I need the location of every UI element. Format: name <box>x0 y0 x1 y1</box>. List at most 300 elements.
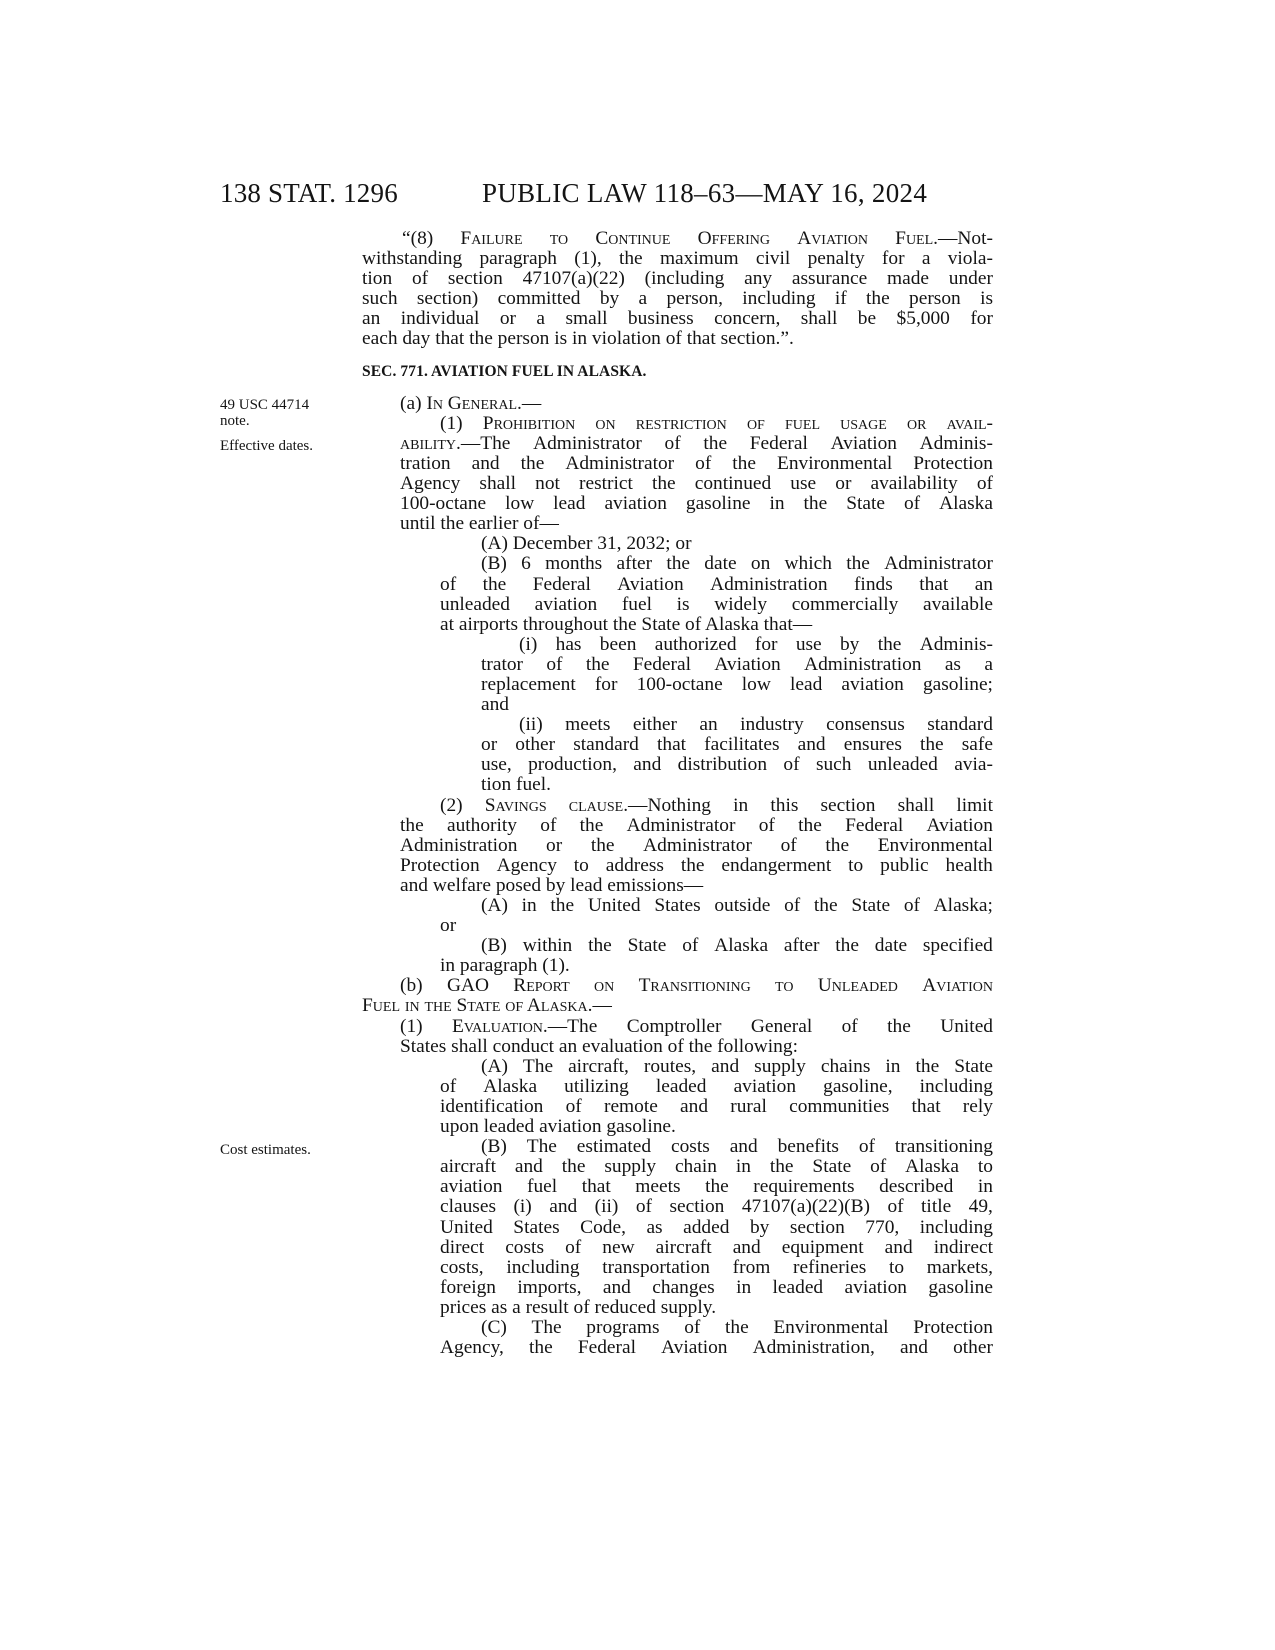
word: including <box>919 1216 993 1238</box>
word: supply <box>754 1055 806 1077</box>
word: Offering <box>697 228 770 249</box>
text-line <box>362 414 993 434</box>
word: standard <box>927 714 993 736</box>
word: Federal <box>749 432 808 454</box>
word: finds <box>853 573 893 595</box>
text-line <box>362 494 993 514</box>
word: remote <box>603 1095 658 1117</box>
word: restrict <box>579 473 633 495</box>
word: (i) <box>513 1196 532 1218</box>
word: State <box>851 895 891 916</box>
word: Agency <box>496 854 557 876</box>
text-line <box>362 796 993 816</box>
word: 770, <box>865 1216 900 1238</box>
word: (2) <box>440 794 463 816</box>
text-line <box>362 1258 993 1278</box>
word: new <box>602 1236 635 1258</box>
word: of <box>758 814 775 836</box>
word: (A) <box>481 1055 508 1077</box>
word: to <box>573 854 589 876</box>
word: a <box>921 248 931 270</box>
word: of <box>565 1095 582 1117</box>
word: Alaska; <box>933 895 993 916</box>
word: unleaded <box>867 754 938 776</box>
word: in <box>521 895 537 916</box>
text-run: at airports throughout the State of Alaska that— <box>440 613 813 635</box>
word: “(8) <box>402 228 434 249</box>
word: shall <box>897 794 935 816</box>
word: be <box>857 308 877 330</box>
word: Aviation <box>661 1337 728 1359</box>
word: lead <box>553 493 586 515</box>
word: assurance <box>791 268 868 290</box>
word: of <box>976 473 993 495</box>
word: rural <box>730 1095 767 1117</box>
word: commercially <box>791 593 899 615</box>
word: of <box>635 1196 652 1218</box>
word: the <box>866 288 890 310</box>
text-run: until the earlier of— <box>400 513 559 535</box>
word: State <box>627 935 667 957</box>
word: Alaska <box>905 1156 959 1178</box>
word: aircraft <box>655 1236 712 1258</box>
word: Report <box>513 975 570 997</box>
word: Administration <box>710 573 828 595</box>
word: of <box>870 1156 887 1178</box>
word: State <box>812 1156 852 1178</box>
word: of <box>903 895 920 916</box>
word: section <box>820 794 876 816</box>
text-line <box>362 735 993 755</box>
word: such <box>362 288 398 310</box>
word: aviation <box>440 1176 503 1198</box>
word: Protection <box>913 1316 993 1338</box>
word: the <box>798 814 822 836</box>
word: Evaluation.—The <box>452 1015 598 1037</box>
word: Administration <box>804 653 922 675</box>
text-run: each day that the person is in violation of that section.”. <box>362 328 794 350</box>
text-line <box>362 675 993 695</box>
word: date <box>704 553 737 575</box>
text-run: .— <box>587 995 612 1017</box>
word: State <box>954 1055 993 1077</box>
word: of <box>783 754 800 776</box>
word: section) <box>416 288 479 310</box>
word: costs <box>505 1236 544 1258</box>
word: Unleaded <box>817 975 898 997</box>
word: and <box>899 1337 928 1359</box>
word: the <box>520 452 545 474</box>
text-line <box>362 575 993 595</box>
word: United <box>940 1015 993 1037</box>
word: indirect <box>933 1236 993 1258</box>
text-line <box>362 715 993 735</box>
word: Aviation <box>797 228 868 249</box>
word: that <box>911 1095 941 1117</box>
word: the <box>825 834 850 856</box>
word: Administrator <box>884 553 993 575</box>
word: of <box>858 1136 876 1158</box>
word: within <box>522 935 573 957</box>
text-line <box>362 996 993 1016</box>
word: Environmental <box>776 452 893 474</box>
word: equipment <box>781 1236 864 1258</box>
word: the <box>835 935 859 957</box>
word: Federal <box>532 573 591 595</box>
word: to <box>549 228 569 249</box>
text-line <box>362 635 993 655</box>
word: continued <box>694 473 772 495</box>
word: as <box>646 1216 663 1238</box>
word: withstanding <box>362 248 463 270</box>
word: 100-octane <box>400 493 487 515</box>
word: lead <box>789 673 823 695</box>
text-line <box>362 836 993 856</box>
word: of <box>440 1075 457 1097</box>
word: the <box>732 452 756 474</box>
word: State <box>846 493 885 515</box>
word: low <box>505 493 535 515</box>
text-line <box>362 1278 993 1298</box>
word: United <box>587 895 641 916</box>
word: that <box>919 573 949 595</box>
word: Administration <box>400 834 518 856</box>
word: (A) <box>481 895 508 916</box>
word: to <box>977 1156 993 1178</box>
word: costs, <box>440 1256 484 1278</box>
word: by <box>599 288 620 310</box>
word: the <box>919 734 944 756</box>
word: committed <box>497 288 581 310</box>
text-run: .— <box>517 392 542 414</box>
text-line <box>362 876 993 896</box>
word: ensures <box>843 734 902 756</box>
word: that <box>581 1176 611 1198</box>
word: the <box>705 1176 729 1198</box>
word: of <box>684 1316 701 1338</box>
word: ability.—The <box>400 432 511 454</box>
word: utilizing <box>564 1075 629 1097</box>
word: widely <box>714 593 768 615</box>
text-line <box>362 916 993 936</box>
word: (1), <box>574 248 602 270</box>
word: GAO <box>446 975 489 997</box>
text-line <box>362 595 993 615</box>
text-line <box>362 454 993 474</box>
word: the <box>588 935 612 957</box>
text-run: in paragraph (1). <box>440 955 570 977</box>
word: facilitates <box>704 734 780 756</box>
text-run: prices as a result of reduced supply. <box>440 1296 717 1318</box>
word: the <box>550 895 575 916</box>
word: civil <box>755 248 791 270</box>
word: title <box>921 1196 952 1218</box>
word: use <box>790 473 817 495</box>
word: maximum <box>659 248 739 270</box>
text-line <box>362 896 993 916</box>
text-line <box>362 249 993 269</box>
word: after <box>783 935 820 957</box>
word: Aviation <box>617 573 684 595</box>
word: paragraph <box>479 248 557 270</box>
word: limit <box>956 794 993 816</box>
word: (i) <box>519 633 538 655</box>
word: direct <box>440 1236 485 1258</box>
word: this <box>770 794 799 816</box>
text-line <box>362 1017 993 1037</box>
word: including <box>506 1256 580 1278</box>
word: an <box>699 714 718 736</box>
word: fuel <box>621 593 652 615</box>
word: or <box>481 734 498 756</box>
word: Aviation <box>714 653 781 675</box>
word: leaded <box>772 1276 824 1298</box>
word: Agency, <box>440 1337 504 1359</box>
word: Environmental <box>773 1316 889 1338</box>
word: (ii) <box>519 714 543 736</box>
word: or <box>906 412 927 434</box>
word: section <box>789 1216 845 1238</box>
word: unleaded <box>440 593 510 615</box>
word: other <box>953 1337 993 1359</box>
word: clauses <box>440 1196 496 1218</box>
word: individual <box>400 308 480 330</box>
text-run: or <box>440 915 457 937</box>
word: Prohibition <box>482 412 576 434</box>
word: aviation <box>534 593 598 615</box>
word: including <box>742 288 816 310</box>
text-run: (a) <box>400 392 427 414</box>
margin-note-cost-estimates: Cost estimates. <box>220 1142 311 1158</box>
word: safe <box>961 734 993 756</box>
text-line <box>362 514 993 534</box>
word: including <box>919 1075 993 1097</box>
word: of <box>746 412 765 434</box>
word: gasoline; <box>922 673 993 695</box>
word: Fuel.—Not- <box>895 228 993 249</box>
word: after <box>616 553 653 575</box>
text-line <box>362 755 993 775</box>
word: the <box>846 553 870 575</box>
text-line <box>362 1077 993 1097</box>
word: for <box>754 633 778 655</box>
word: estimated <box>576 1136 652 1158</box>
word: supply <box>604 1156 657 1178</box>
word: use <box>795 633 822 655</box>
word: imports, <box>517 1276 582 1298</box>
margin-note-citation-note: note. <box>220 413 250 429</box>
word: leaded <box>655 1075 707 1097</box>
word: Federal <box>577 1337 636 1359</box>
word: on <box>595 412 616 434</box>
text-line <box>362 615 993 635</box>
word: Aviation <box>830 432 897 454</box>
word: and <box>884 1236 913 1258</box>
word: for <box>881 248 905 270</box>
word: endangerment <box>721 854 832 876</box>
word: the <box>724 1316 749 1338</box>
word: benefits <box>777 1136 839 1158</box>
word: Administrator <box>643 834 752 856</box>
word: and <box>549 1196 578 1218</box>
word: Agency <box>400 473 461 495</box>
word: of <box>887 1196 904 1218</box>
word: and <box>514 1156 543 1178</box>
word: and <box>797 734 826 756</box>
word: person, <box>666 288 723 310</box>
word: Administrator <box>565 452 675 474</box>
word: availability <box>870 473 958 495</box>
word: is <box>676 593 690 615</box>
word: either <box>632 714 677 736</box>
word: under <box>948 268 993 290</box>
word: of <box>546 653 563 675</box>
word: described <box>879 1176 954 1198</box>
word: Environmental <box>877 834 993 856</box>
word: any <box>744 268 773 290</box>
word: available <box>922 593 993 615</box>
word: identification <box>440 1095 544 1117</box>
word: replacement <box>481 673 576 695</box>
page-title: PUBLIC LAW 118–63—MAY 16, 2024 <box>482 178 928 208</box>
word: Comptroller <box>626 1015 722 1037</box>
text-line <box>362 329 993 349</box>
word: an <box>974 573 993 595</box>
word: Administration, <box>752 1337 875 1359</box>
text-line <box>362 1117 993 1137</box>
word: States <box>654 895 701 916</box>
word: Federal <box>845 814 904 836</box>
word: aviation <box>604 493 667 515</box>
text-run: (A) December 31, 2032; or <box>481 533 692 555</box>
word: The <box>522 1055 554 1077</box>
word: 47107(a)(22) <box>522 268 625 290</box>
word: tion <box>362 268 393 290</box>
word: transportation <box>602 1256 710 1278</box>
word: $5,000 <box>896 308 950 330</box>
word: refineries <box>793 1256 867 1278</box>
text-line <box>362 309 993 329</box>
word: avia- <box>954 754 993 776</box>
word: shall <box>800 308 838 330</box>
word: rely <box>962 1095 993 1117</box>
word: to <box>848 854 864 876</box>
word: Continue <box>595 228 671 249</box>
word: (b) <box>400 975 423 997</box>
text-line <box>362 474 993 494</box>
word: or <box>546 834 563 856</box>
word: Adminis- <box>919 432 993 454</box>
word: the <box>651 473 676 495</box>
word: of <box>903 493 921 515</box>
word: the <box>590 834 615 856</box>
word: shall <box>479 473 517 495</box>
word: the <box>803 493 828 515</box>
word: is <box>980 288 993 310</box>
word: programs <box>586 1316 660 1338</box>
word: health <box>945 854 993 876</box>
word: Failure <box>460 228 523 249</box>
text-line <box>362 1157 993 1177</box>
text-run: SEC. 771. AVIATION FUEL IN ALASKA. <box>362 362 647 380</box>
word: date <box>874 935 908 957</box>
word: (B) <box>481 1136 507 1158</box>
word: of <box>784 895 801 916</box>
stat-reference: 138 STAT. 1296 <box>220 178 398 208</box>
word: on <box>750 553 771 575</box>
word: 6 <box>521 553 531 575</box>
word: the <box>703 432 728 454</box>
word: standard <box>573 734 639 756</box>
word: and <box>711 1055 740 1077</box>
word: meets <box>635 1176 681 1198</box>
text-line <box>362 434 993 454</box>
text-run: and <box>481 694 509 716</box>
word: aviation <box>844 1276 907 1298</box>
word: costs <box>671 1136 710 1158</box>
word: small <box>565 308 608 330</box>
word: the <box>877 633 902 655</box>
text-run: upon leaded aviation gasoline. <box>440 1116 676 1138</box>
word: a <box>536 308 546 330</box>
word: the <box>585 653 610 675</box>
text-line <box>362 229 993 249</box>
word: in <box>733 794 749 816</box>
word: Code, <box>580 1216 626 1238</box>
word: person <box>909 288 961 310</box>
text-line <box>362 936 993 956</box>
text-line <box>362 956 993 976</box>
word: of <box>411 268 429 290</box>
word: address <box>605 854 664 876</box>
word: other <box>515 734 556 756</box>
word: usage <box>840 412 887 434</box>
word: aircraft <box>440 1156 496 1178</box>
word: 100-octane <box>636 673 723 695</box>
word: States <box>513 1216 560 1238</box>
text-line <box>362 1057 993 1077</box>
word: fuel <box>785 412 820 434</box>
word: distribution <box>677 754 768 776</box>
word: General <box>750 1015 813 1037</box>
word: and <box>680 1095 709 1117</box>
word: clause.—Nothing <box>568 794 712 816</box>
text-line <box>362 1137 993 1157</box>
word: production, <box>528 754 617 776</box>
word: aircraft, <box>568 1055 629 1077</box>
word: an <box>362 308 381 330</box>
word: the <box>887 1015 911 1037</box>
word: which <box>784 553 832 575</box>
word: Protection <box>913 452 993 474</box>
word: of <box>695 452 712 474</box>
text-line <box>362 1177 993 1197</box>
word: the <box>400 814 424 836</box>
text-line <box>362 394 993 414</box>
word: aviation <box>733 1075 797 1097</box>
word: by <box>749 1216 770 1238</box>
word: The <box>531 1316 562 1338</box>
word: (ii) <box>594 1196 619 1218</box>
word: authorized <box>654 633 737 655</box>
word: United <box>440 1216 493 1238</box>
word: Administrator <box>626 814 736 836</box>
word: not <box>535 473 560 495</box>
word: a <box>638 288 648 310</box>
word: Protection <box>400 854 480 876</box>
text-run: tion fuel. <box>481 774 552 796</box>
text-run: Fuel in the State of Alaska <box>362 995 588 1017</box>
